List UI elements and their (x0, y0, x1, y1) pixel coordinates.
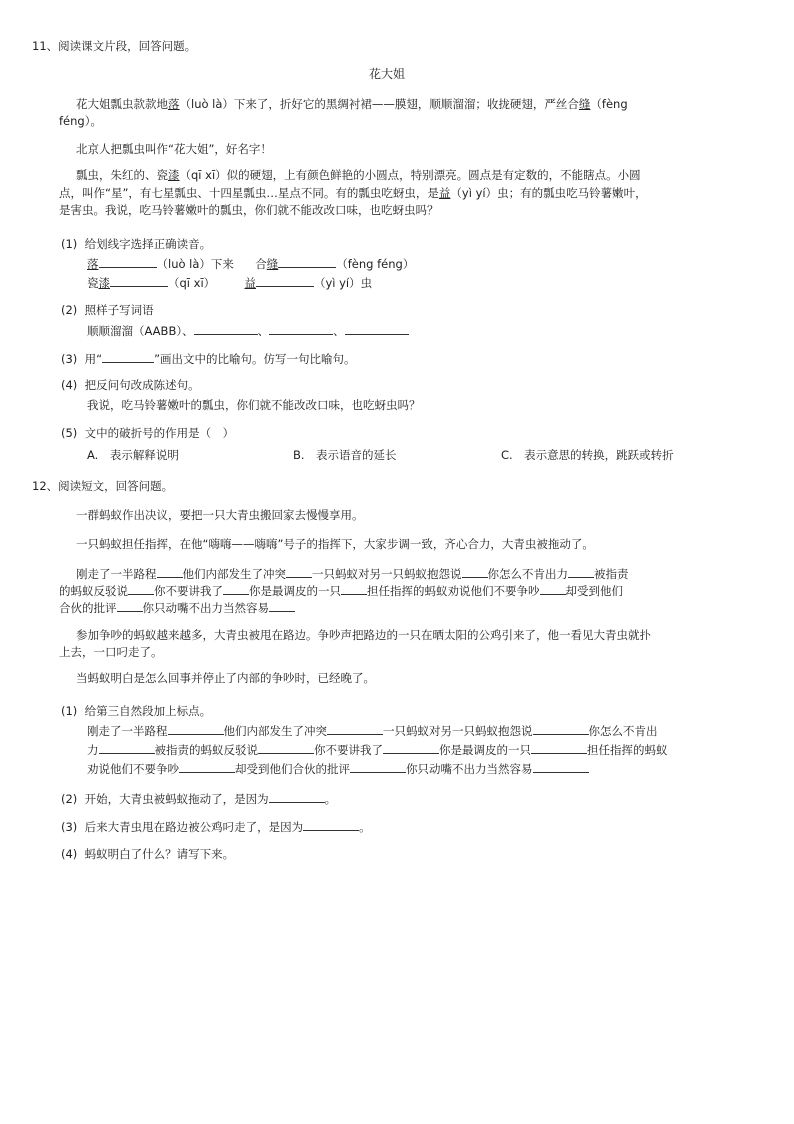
q12-paragraph-4: 参加争吵的蚂蚁越来越多，大青虫被甩在路边。争吵声把路边的一只在晒太阳的公鸡引来了，他一看见大青虫就扑 (76, 628, 651, 642)
q11-paragraph-3-cont: 点，叫作“星”，有七星瓢虫、十四星瓢虫…星点不同。有的瓢虫吃蚜虫，是益（yì yí）虫；有的瓢虫吃马铃薯嫩叶， (59, 186, 647, 200)
q11-paragraph-3: 瓢虫，朱红的、瓷漆（qī xī）似的硬翅，上有颜色鲜艳的小圆点，特别漂亮。圆点是有定数的，不能瞎点。小圆 (76, 168, 641, 182)
answer-blank[interactable] (99, 741, 155, 754)
answer-blank[interactable] (256, 274, 314, 287)
q12-sub1: (1) 给第三自然段加上标点。 (61, 704, 212, 718)
answer-blank[interactable] (179, 760, 235, 773)
answer-blank[interactable] (99, 255, 157, 268)
answer-blank[interactable] (533, 760, 589, 773)
q12-paragraph-3: 刚走了一半路程 他们内部发生了冲突 一只蚂蚁对另一只蚂蚁抱怨说 你怎么不肯出力 被指责 (76, 567, 629, 581)
q12-sub1-line3: 劝说他们不要争吵 却受到他们合伙的批评 你只动嘴不出力当然容易 (87, 760, 589, 777)
passage-title: 花大姐 (369, 67, 406, 81)
q12-paragraph-1: 一群蚂蚁作出决议，要把一只大青虫搬回家去慢慢享用。 (76, 508, 364, 522)
q11-sub1-row1: 落 （luò là）下来 合缝 （fèng féng） (87, 257, 415, 271)
q12-paragraph-4-cont: 上去，一口叼走了。 (59, 645, 163, 659)
q12-paragraph-3-cont2: 合伙的批评 你只动嘴不出力当然容易 (59, 599, 295, 616)
answer-blank[interactable] (533, 722, 589, 735)
answer-blank[interactable] (531, 741, 587, 754)
answer-blank[interactable] (258, 741, 314, 754)
q12-paragraph-2: 一只蚂蚁担任指挥，在他“嗨嗨——嗨嗨”号子的指挥下，大家步调一致，齐心合力，大青虫被拖动了。 (76, 537, 594, 551)
answer-blank[interactable] (269, 322, 333, 335)
q11-sub2-blanks: 顺顺溜溜（AABB）、 、 、 (87, 322, 409, 339)
answer-blank[interactable] (269, 790, 325, 803)
answer-blank[interactable] (102, 350, 154, 363)
q12-header: 12、阅读短文，回答问题。 (32, 479, 174, 493)
q11-paragraph-2: 北京人把瓢虫叫作“花大姐”，好名字！ (76, 142, 272, 156)
answer-blank[interactable] (383, 741, 439, 754)
q11-sub1-row2: 瓷漆 （qī xī） 益 （yì yí）虫 (87, 276, 373, 290)
q11-paragraph-1: 花大姐瓢虫款款地落（luò là）下来了，折好它的黑绸衬裙——膜翅，顺顺溜溜；收拢硬翅，严丝合缝（fèng (76, 97, 628, 111)
q11-paragraph-3-cont2: 是害虫。我说，吃马铃薯嫩叶的瓢虫，你们就不能改改口味，也吃蚜虫吗？ (59, 203, 439, 217)
answer-blank[interactable] (345, 322, 409, 335)
answer-blank[interactable] (194, 322, 258, 335)
q12-sub3: (3) 后来大青虫甩在路边被公鸡叼走了，是因为 。 (61, 820, 371, 834)
q11-sub4: (4) 把反问句改成陈述句。 (61, 378, 200, 392)
q11-header: 11、阅读课文片段，回答问题。 (32, 39, 197, 53)
option-c[interactable]: C. 表示意思的转换，跳跃或转折 (501, 448, 674, 462)
q11-sub2: (2) 照样子写词语 (61, 303, 154, 317)
q11-sub3: (3) 用“ ”画出文中的比喻句。仿写一句比喻句。 (61, 352, 356, 366)
q11-paragraph-1-cont: féng）。 (59, 114, 102, 128)
option-a[interactable]: A. 表示解释说明 (87, 448, 179, 462)
q12-sub4: (4) 蚂蚁明白了什么？请写下来。 (61, 847, 235, 861)
q11-sub5: (5) 文中的破折号的作用是（ ） (61, 426, 235, 440)
q12-paragraph-5: 当蚂蚁明白是怎么回事并停止了内部的争吵时，已经晚了。 (76, 671, 375, 685)
q12-sub1-line2: 力 被指责的蚂蚁反驳说 你不要讲我了 你是最调皮的一只 担任指挥的蚂蚁 (87, 743, 668, 757)
answer-blank[interactable] (110, 274, 168, 287)
q11-sub4-sentence: 我说，吃马铃薯嫩叶的瓢虫，你们就不能改改口味，也吃蚜虫吗？ (87, 398, 421, 412)
q12-paragraph-3-cont: 的蚂蚁反驳说 你不要讲我了 你是最调皮的一只 担任指挥的蚂蚁劝说他们不要争吵 却受到他们 (59, 584, 623, 598)
answer-blank[interactable] (278, 255, 336, 268)
answer-blank[interactable] (350, 760, 406, 773)
answer-blank[interactable] (168, 722, 224, 735)
q12-sub1-line1: 刚走了一半路程 他们内部发生了冲突 一只蚂蚁对另一只蚂蚁抱怨说 你怎么不肯出 (87, 724, 658, 738)
q12-sub2: (2) 开始，大青虫被蚂蚁拖动了，是因为 。 (61, 792, 337, 806)
answer-blank[interactable] (303, 818, 359, 831)
option-b[interactable]: B. 表示语音的延长 (293, 448, 397, 462)
q11-sub1: (1) 给划线字选择正确读音。 (61, 237, 212, 251)
answer-blank[interactable] (327, 722, 383, 735)
